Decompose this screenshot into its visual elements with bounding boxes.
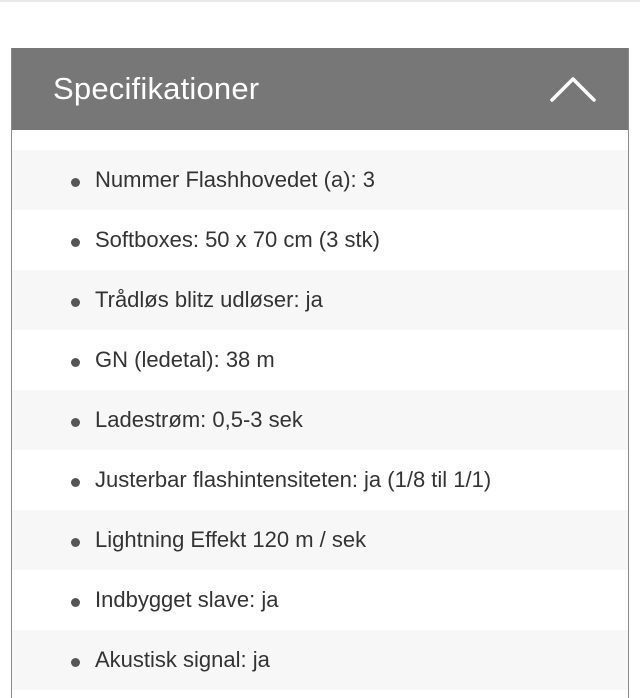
spec-item [12, 570, 628, 630]
specifications-header[interactable] [12, 48, 628, 130]
spec-item [12, 450, 628, 510]
spec-item [12, 150, 628, 210]
chevron-up-icon[interactable] [550, 76, 596, 102]
spec-item [12, 210, 628, 270]
spec-text: Akustisk signal: ja [95, 647, 270, 672]
spec-item [12, 390, 628, 450]
bullet-icon [71, 598, 80, 607]
spec-item [12, 330, 628, 390]
spec-text: Indbygget slave: ja [95, 587, 279, 612]
spec-item [12, 510, 628, 570]
bullet-icon [71, 298, 80, 307]
spec-text: Ladestrøm: 0,5-3 sek [95, 407, 303, 432]
top-divider [0, 0, 640, 2]
panel-title: Specifikationer [53, 71, 260, 106]
spec-list [12, 130, 628, 690]
spec-item [12, 270, 628, 330]
bullet-icon [71, 418, 80, 427]
bullet-icon [71, 178, 80, 187]
spec-item [12, 630, 628, 690]
bullet-icon [71, 478, 80, 487]
spec-text: Lightning Effekt 120 m / sek [95, 527, 367, 552]
bullet-icon [71, 358, 80, 367]
bullet-icon [71, 238, 80, 247]
spec-text: Nummer Flashhovedet (a): 3 [95, 167, 375, 192]
spec-text: Trådløs blitz udløser: ja [95, 287, 323, 312]
bullet-icon [71, 658, 80, 667]
spec-text: Justerbar flashintensiteten: ja (1/8 til 1/1) [95, 467, 492, 492]
spec-text: Softboxes: 50 x 70 cm (3 stk) [95, 227, 380, 252]
specifications-panel [11, 48, 629, 698]
spec-text: GN (ledetal): 38 m [95, 347, 275, 372]
bullet-icon [71, 538, 80, 547]
